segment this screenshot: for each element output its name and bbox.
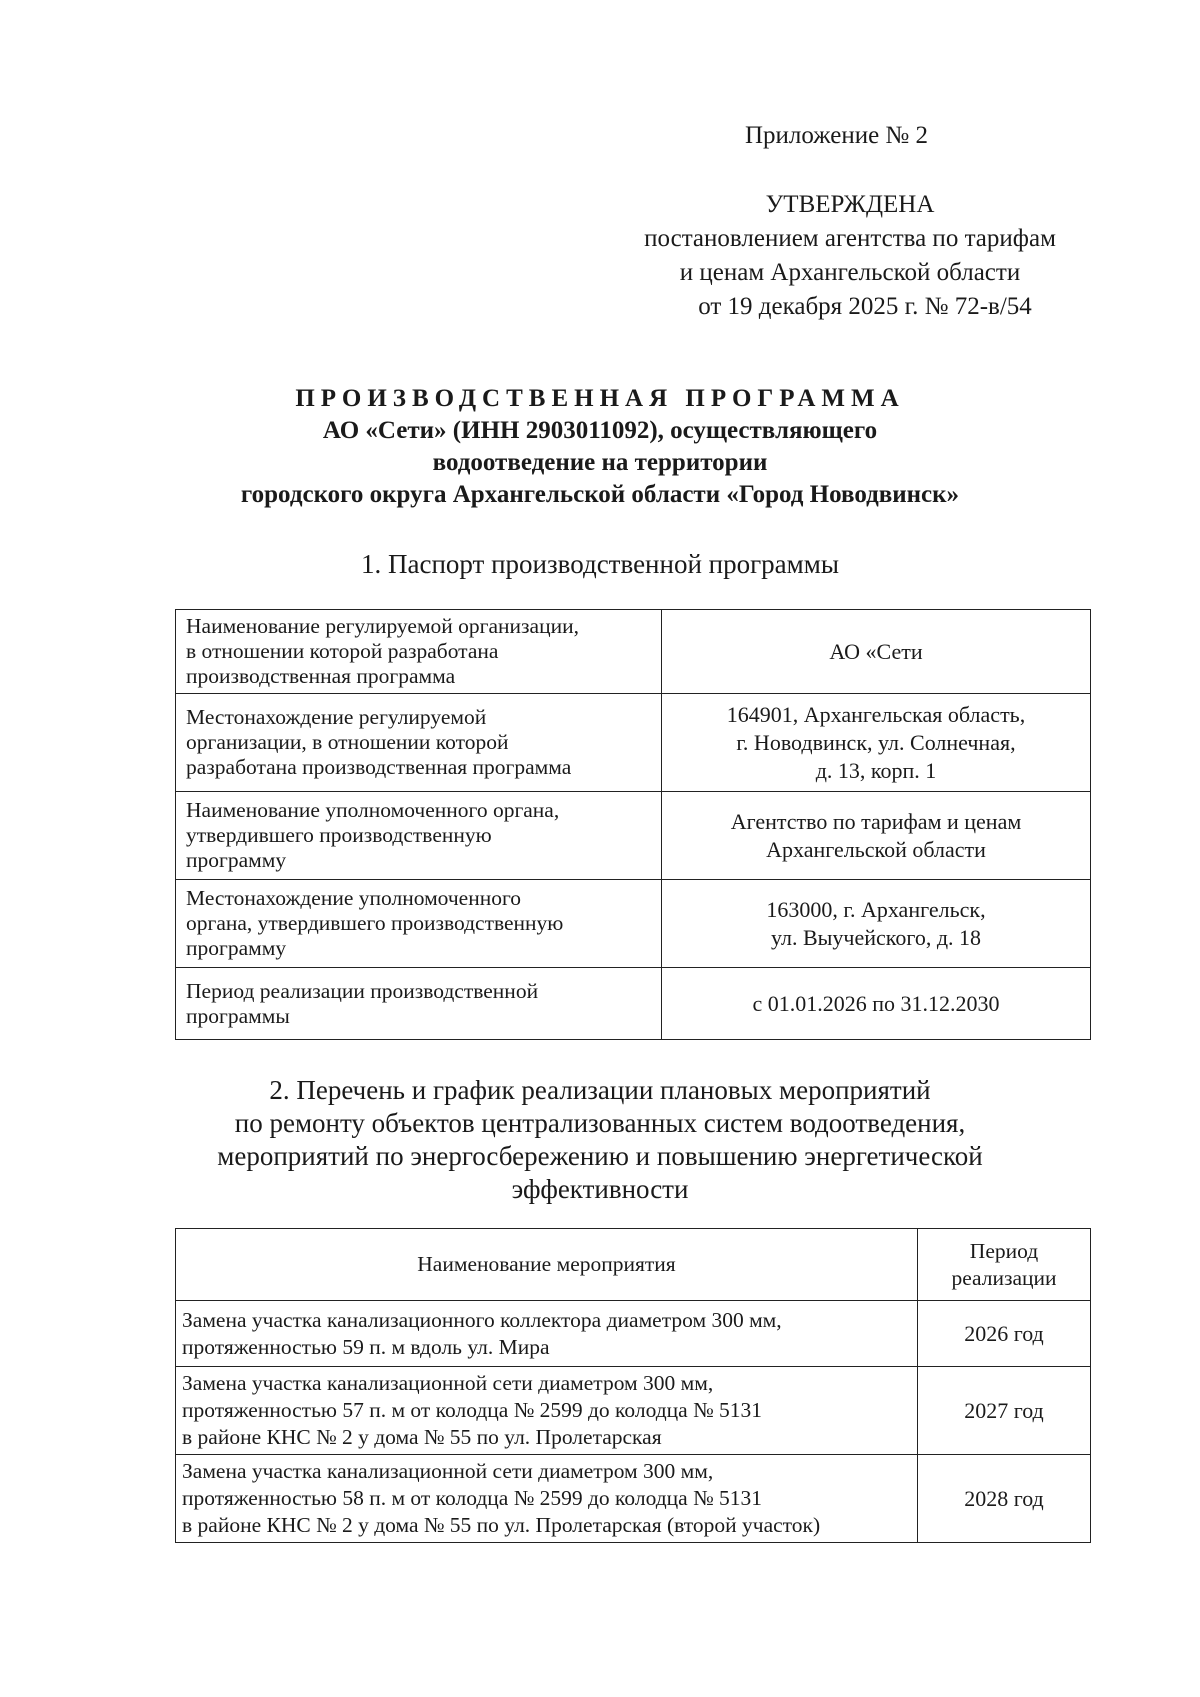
passport-label (176, 610, 662, 694)
event-period: 2027 год (918, 1367, 1091, 1455)
table-row (176, 792, 1091, 880)
cell-line: в отношении которой разработана (186, 639, 499, 663)
heading-line: по ремонту объектов централизованных систем водоотведения, (234, 1108, 966, 1138)
approval-block (600, 188, 1100, 324)
heading-line: эффективности (511, 1174, 689, 1204)
table-row (176, 1301, 1091, 1367)
cell-line: Агентство по тарифам и ценам (730, 808, 1022, 834)
approval-line: постановлением агентства по тарифам (644, 225, 1056, 252)
cell-line: программу (186, 936, 287, 960)
title-line: городского округа Архангельской области «Город Новодвинск» (240, 481, 960, 508)
event-period: 2026 год (918, 1301, 1091, 1367)
table-row (176, 1367, 1091, 1455)
cell-line: АО «Сети (829, 638, 923, 664)
cell-line: Архангельской области (766, 836, 986, 862)
passport-value (662, 610, 1091, 694)
approval-line: УТВЕРЖДЕНА (765, 191, 935, 218)
cell-line: программу (186, 848, 287, 872)
cell-line: разработана производственная программа (186, 755, 572, 779)
event-name (176, 1367, 918, 1455)
section1-heading: 1. Паспорт производственной программы (361, 549, 839, 579)
cell-line: 163000, г. Архангельск, (766, 896, 986, 922)
approval-line: от 19 декабря 2025 г. № 72-в/54 (698, 293, 1032, 320)
header-period (918, 1229, 1091, 1301)
table-row (176, 880, 1091, 968)
title-line: АО «Сети» (ИНН 2903011092), осуществляющего (322, 417, 878, 444)
table-row (176, 1455, 1091, 1543)
cell-line: Местонахождение уполномоченного (186, 886, 522, 910)
appendix-label: Приложение № 2 (745, 122, 929, 149)
passport-value (662, 880, 1091, 968)
passport-value (662, 792, 1091, 880)
cell-line: г. Новодвинск, ул. Солнечная, (736, 729, 1016, 755)
cell-line: Замена участка канализационного коллектора диаметром 300 мм, (182, 1307, 782, 1332)
table-row (176, 694, 1091, 792)
cell-line: протяженностью 59 п. м вдоль ул. Мира (182, 1334, 550, 1359)
cell-line: органа, утвердившего производственную (186, 911, 564, 935)
cell-line: утвердившего производственную (186, 823, 492, 847)
cell-line: Наименование уполномоченного органа, (186, 798, 560, 822)
cell-line: Замена участка канализационной сети диаметром 300 мм, (182, 1371, 714, 1395)
cell-line: в районе КНС № 2 у дома № 55 по ул. Пролетарская (второй участок) (182, 1513, 821, 1537)
passport-value (662, 694, 1091, 792)
cell-line: в районе КНС № 2 у дома № 55 по ул. Пролетарская (182, 1425, 662, 1449)
cell-line: Период (969, 1238, 1039, 1263)
table-row (176, 968, 1091, 1040)
section2-heading (150, 1074, 1050, 1206)
table-header-row (176, 1229, 1091, 1301)
event-period: 2028 год (918, 1455, 1091, 1543)
heading-line: мероприятий по энергосбережению и повышению энергетической (217, 1141, 983, 1171)
event-name (176, 1301, 918, 1367)
cell-line: организации, в отношении которой (186, 730, 509, 754)
cell-line: Период реализации производственной (186, 978, 539, 1003)
passport-label (176, 968, 662, 1040)
heading-line: 2. Перечень и график реализации плановых мероприятий (269, 1075, 931, 1105)
cell-line: д. 13, корп. 1 (815, 757, 937, 783)
document-title (150, 383, 1050, 511)
header-name: Наименование мероприятия (176, 1229, 918, 1301)
cell-line: Местонахождение регулируемой (186, 705, 487, 729)
event-name (176, 1455, 918, 1543)
passport-label (176, 880, 662, 968)
cell-line: производственная программа (186, 664, 456, 688)
passport-table (175, 609, 1091, 1040)
events-table (175, 1228, 1091, 1543)
cell-line: Замена участка канализационной сети диаметром 300 мм, (182, 1459, 714, 1483)
passport-label (176, 694, 662, 792)
cell-line: протяженностью 57 п. м от колодца № 2599 до колодца № 5131 (182, 1398, 762, 1422)
passport-value (662, 968, 1091, 1040)
title-line: водоотведение на территории (432, 449, 768, 476)
cell-line: 164901, Архангельская область, (726, 701, 1026, 727)
cell-line: протяженностью 58 п. м от колодца № 2599 до колодца № 5131 (182, 1486, 762, 1510)
title-program: ПРОИЗВОДСТВЕННАЯ ПРОГРАММА (295, 385, 905, 412)
cell-line: ул. Выучейского, д. 18 (770, 924, 982, 950)
cell-line: с 01.01.2026 по 31.12.2030 (752, 990, 1000, 1016)
cell-line: реализации (951, 1265, 1057, 1290)
cell-line: программы (186, 1003, 290, 1028)
passport-label (176, 792, 662, 880)
table-row (176, 610, 1091, 694)
approval-line: и ценам Архангельской области (679, 259, 1021, 286)
cell-line: Наименование регулируемой организации, (186, 614, 579, 638)
